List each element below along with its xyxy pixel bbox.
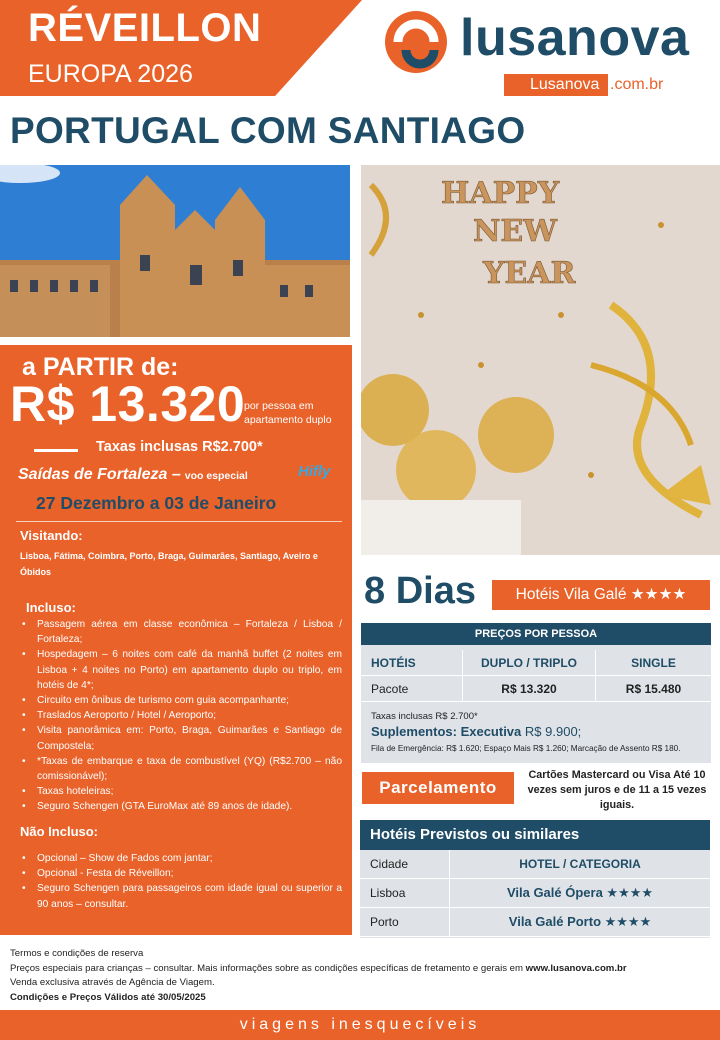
header-title: RÉVEILLON <box>28 6 262 50</box>
table-cell: Pacote <box>361 676 463 702</box>
trip-duration: 8 Dias <box>364 570 476 612</box>
supplements-note <box>371 724 581 739</box>
price-panel <box>0 345 352 935</box>
year-word: YEAR <box>483 256 576 291</box>
footer-tagline: viagens inesquecíveis <box>0 1010 720 1040</box>
hotels-table <box>360 820 710 938</box>
list-item: • Taxas hoteleiras; <box>22 784 342 799</box>
hotels-table-heading: Hotéis Previstos ou similares <box>360 820 710 850</box>
column-header: DUPLO / TRIPLO <box>463 650 596 676</box>
list-item: • Passagem aérea em classe econômica – Fortaleza / Lisboa / Fortaleza; <box>22 617 342 647</box>
departures-label <box>18 466 248 484</box>
price-table <box>361 623 711 763</box>
flight-note: voo especial <box>184 470 248 482</box>
departures-text: Saídas de Fortaleza – <box>18 466 181 483</box>
table-cell: R$ 13.320 <box>463 676 596 702</box>
visiting-cities: Lisboa, Fátima, Coimbra, Porto, Braga, Guimarães, Santiago, Aveiro e Óbidos <box>20 551 318 577</box>
column-header: SINGLE <box>596 650 711 676</box>
not-included-list <box>22 851 342 912</box>
santiago-cathedral-image <box>0 165 350 337</box>
airline-logo: Hifly <box>298 463 331 480</box>
site-url-prefix[interactable]: Lusanova <box>504 74 608 96</box>
list-item: • Seguro Schengen para passageiros com idade igual ou superior a 90 anos – consultar. <box>22 881 342 911</box>
column-header: Cidade <box>360 850 450 878</box>
header-subtitle: EUROPA 2026 <box>28 60 193 88</box>
website-link[interactable]: www.lusanova.com.br <box>525 962 627 974</box>
included-heading: Incluso: <box>26 600 76 615</box>
list-item: • Visita panorâmica em: Porto, Braga, Guimarães e Santiago de Compostela; <box>22 723 342 753</box>
page-title: PORTUGAL COM SANTIAGO <box>10 110 526 151</box>
validity-note: Condições e Preços Válidos até 30/05/2025 <box>10 991 206 1003</box>
table-row <box>360 908 710 937</box>
column-header: HOTEL / CATEGORIA <box>519 857 641 871</box>
hotels-badge: Hotéis Vila Galé ★★★★ <box>492 580 710 610</box>
terms-title: Termos e condições de reserva <box>10 948 144 959</box>
installments-label: Parcelamento <box>362 772 514 804</box>
section-divider <box>16 521 342 522</box>
from-label: a PARTIR de: <box>22 353 179 381</box>
extras-note: Fila de Emergência: R$ 1.620; Espaço Mais R$ 1.260; Marcação de Assento R$ 180. <box>371 744 681 753</box>
list-item: • Traslados Aeroporto / Hotel / Aeroporto; <box>22 708 342 723</box>
travel-dates: 27 Dezembro a 03 de Janeiro <box>36 493 277 513</box>
table-row <box>360 879 710 908</box>
site-url-suffix[interactable]: .com.br <box>610 76 664 93</box>
visiting-heading: Visitando: <box>20 528 83 543</box>
terms-section <box>10 947 710 1005</box>
list-item: • Opcional – Show de Fados com jantar; <box>22 851 342 866</box>
table-cell: Lisboa <box>360 879 450 907</box>
price-table-header-row <box>361 650 711 676</box>
price-value: R$ 13.320 <box>10 376 246 432</box>
supplements-value: R$ 9.900; <box>524 724 582 739</box>
not-included-heading: Não Incluso: <box>20 824 99 839</box>
terms-line <box>10 962 710 977</box>
divider-line <box>34 449 78 452</box>
happy-word: HAPPY <box>441 176 560 211</box>
included-list <box>22 617 342 815</box>
hotels-header-row <box>360 850 710 879</box>
list-item: • Hospedagem – 6 noites com café da manhã buffet (2 noites em Lisboa + 4 noites no Porto) em apartamento duplo ou triplo, em hotéis de 4*; <box>22 647 342 693</box>
price-table-heading: PREÇOS POR PESSOA <box>361 623 711 645</box>
list-item: • *Taxas de embarque e taxa de combustível (YQ) (R$2.700 – não comissionável); <box>22 754 342 784</box>
table-row <box>361 676 711 702</box>
taxes-included: Taxas inclusas R$2.700* <box>96 439 263 455</box>
taxes-note: Taxas inclusas R$ 2.700* <box>371 711 478 722</box>
table-cell: Vila Galé Ópera ★★★★ <box>506 885 654 900</box>
list-item: • Seguro Schengen (GTA EuroMax até 89 anos de idade). <box>22 799 342 814</box>
supplements-label: Suplementos: Executiva <box>371 724 522 739</box>
list-item: • Circuito em ônibus de turismo com guia acompanhante; <box>22 693 342 708</box>
happy-new-year-image <box>361 165 720 555</box>
table-cell: Porto <box>360 908 450 936</box>
new-word: NEW <box>473 214 557 249</box>
table-cell: Vila Galé Porto ★★★★ <box>508 914 652 929</box>
terms-line: Venda exclusiva através de Agência de Viagem. <box>10 977 215 989</box>
table-cell: R$ 15.480 <box>596 676 711 702</box>
brand-name: lusanova <box>460 9 690 67</box>
price-note: por pessoa em apartamento duplo <box>244 400 332 426</box>
list-item: • Opcional - Festa de Réveillon; <box>22 866 342 881</box>
lusanova-logo-icon <box>378 6 458 76</box>
terms-text: Preços especiais para crianças – consultar. Mais informações sobre as condições específicas de fretamento e gerais em <box>10 962 523 974</box>
installments-text: Cartões Mastercard ou Visa Até 10 vezes sem juros e de 11 a 15 vezes iguais. <box>527 769 707 811</box>
column-header: HOTÉIS <box>361 650 463 676</box>
